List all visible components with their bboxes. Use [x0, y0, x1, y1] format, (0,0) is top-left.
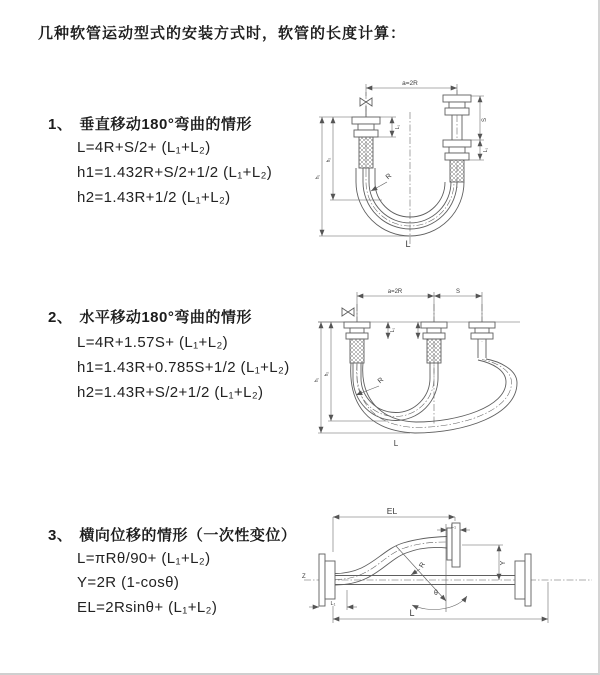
radius-leader [371, 182, 387, 191]
formula-s3-EL: EL=2Rsinθ+ (L₁+L₂) [77, 599, 218, 616]
formula-s2-h1: h1=1.43R+0.785S+1/2 (L₁+L₂) [77, 359, 290, 376]
middle-leg-fitting [421, 322, 447, 363]
dim-label-h1: h₁ [314, 377, 320, 383]
dim-label-a2r: a=2R [387, 289, 403, 295]
right-leg-fitting [469, 322, 495, 358]
dim-s [469, 96, 484, 160]
dim-l1-left [378, 117, 396, 137]
dim-label-l1: L₁ [390, 327, 396, 333]
radius-label: R [384, 172, 394, 182]
section-2-title: 水平移动180°弯曲的情形 [79, 309, 252, 326]
formula-s3-L: L=πRθ/90+ (L₁+L₂) [77, 550, 211, 567]
formula-s2-h2: h2=1.43R+S/2+1/2 (L₁+L₂) [77, 384, 264, 401]
dim-label-s: S [455, 289, 461, 295]
centerlines [366, 90, 457, 245]
section-3-number: 3、 [48, 527, 73, 544]
section-3-title: 横向位移的情形（一次性变位） [79, 527, 297, 544]
length-label: L [393, 439, 399, 448]
vertical-travel-180-bend-diagram [310, 70, 505, 255]
theta-label: θ [434, 590, 438, 597]
formula-s1-h2: h2=1.43R+1/2 (L₁+L₂) [77, 189, 231, 206]
dim-label-h2: h₂ [326, 157, 332, 163]
section-1-number: 1、 [48, 116, 73, 133]
section-1-title: 垂直移动180°弯曲的情形 [79, 116, 252, 133]
section-2-number: 2、 [48, 309, 73, 326]
radius-label: R [418, 561, 427, 570]
lateral-displacement-diagram [300, 502, 598, 652]
length-label: L [405, 239, 411, 249]
formula-s3-Y: Y=2R (1-cosθ) [77, 574, 180, 591]
right-flange [515, 554, 531, 606]
section-3-heading [48, 524, 296, 545]
dim-label-el: EL [386, 506, 398, 516]
page-title: 几种软管运动型式的安装方式时，软管的长度计算： [38, 25, 407, 42]
dim-label-h1: h₁ [315, 174, 321, 180]
radius-label: R [376, 376, 386, 386]
dim-label-l1-left: L₁ [330, 601, 336, 607]
dim-label-l1-top: L₁ [451, 524, 456, 530]
dim-label-a2r: a=2R [402, 80, 418, 87]
dim-label-l1-left: L₁ [395, 124, 401, 130]
left-leg-fitting [344, 322, 370, 363]
section-2-heading [48, 306, 252, 327]
right-leg-fitting [443, 95, 471, 182]
dim-label-l1-right: L₁ [483, 147, 489, 153]
left-flange [319, 554, 335, 606]
formula-s2-L: L=4R+1.57S+ (L₁+L₂) [77, 334, 229, 351]
braided-hose-section [427, 339, 441, 363]
braided-hose-section [450, 160, 464, 182]
length-label: L [409, 608, 415, 618]
section-1-heading [48, 113, 252, 134]
braided-hose-section [359, 137, 373, 168]
horizontal-travel-180-bend-diagram [310, 282, 525, 462]
valve-icon [342, 308, 354, 316]
dim-label-s: S [482, 117, 488, 123]
radius-leader [411, 569, 420, 575]
centerline-end-mark: Z [302, 574, 306, 580]
hose-u-position-1 [353, 363, 438, 421]
dim-label-y: Y [500, 560, 507, 566]
dim-y [462, 545, 503, 580]
dim-label-h2: h₂ [324, 371, 330, 377]
formula-s1-L: L=4R+S/2+ (L₁+L₂) [77, 139, 211, 156]
valve-icon [360, 98, 372, 117]
dim-a2r-s [357, 292, 482, 322]
left-leg-fitting [352, 117, 380, 168]
braided-hose-section [350, 339, 364, 363]
formula-s1-h1: h1=1.432R+S/2+1/2 (L₁+L₂) [77, 164, 273, 181]
